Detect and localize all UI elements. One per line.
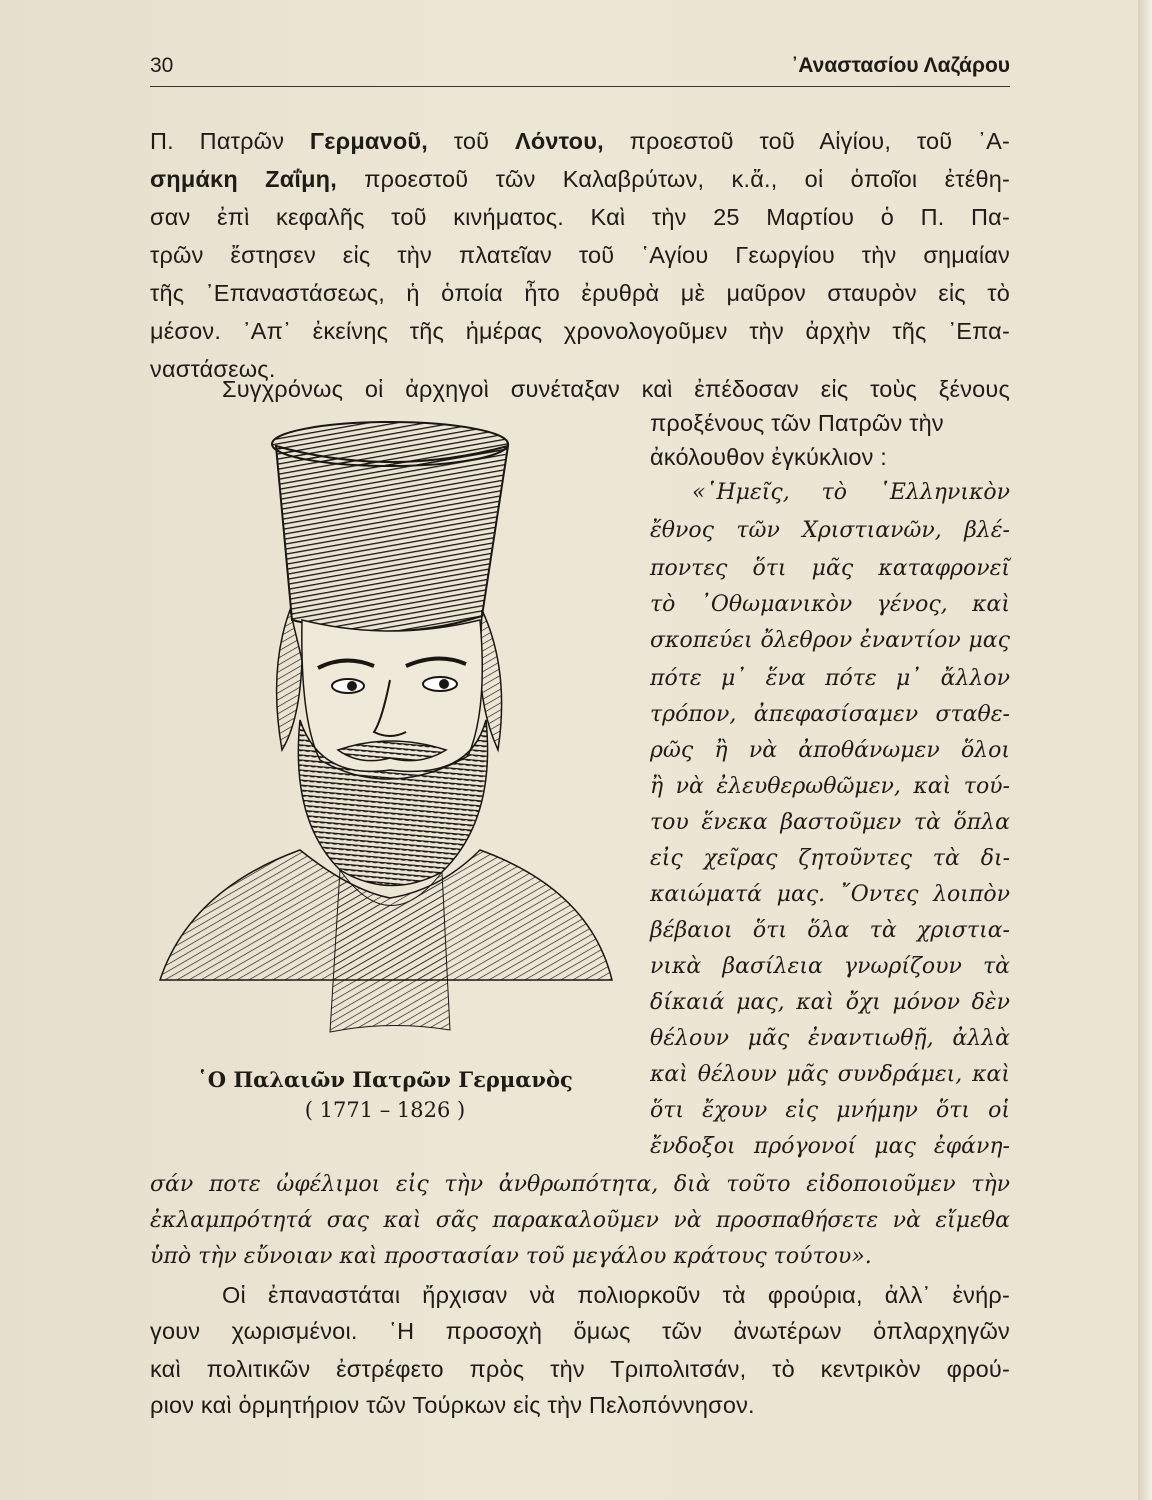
quote-line: πότε μ᾿ ἕνα πότε μ᾿ ἄλλον — [650, 666, 1010, 691]
quote-line: εἰς χεῖρας ζητοῦντες τὰ δι- — [650, 846, 1010, 871]
quote-line: δίκαιά μας, καὶ ὄχι μόνον δὲν — [650, 990, 1010, 1015]
text-line: ριον καὶ ὁρμητήριον τῶν Τούρκων εἰς τὴν Πελοπόννησον. — [150, 1392, 755, 1418]
quote-line: ἔθνος τῶν Χριστιανῶν, βλέ- — [650, 518, 1010, 543]
quote-line: «῾Ημεῖς, τὸ ῾Ελληνικὸν — [692, 480, 1010, 505]
quote-line: ἐκλαμπρότητά σας καὶ σᾶς παρακαλοῦμεν νὰ προσπαθήσετε νὰ εἴμεθα — [150, 1208, 1010, 1233]
page-header — [150, 52, 1010, 87]
text-line: τρῶν ἔστησεν εἰς τὴν πλατεῖαν τοῦ ῾Αγίου Γεωργίου τὴν σημαίαν — [150, 242, 1010, 268]
quote-line: θέλουν μᾶς ἐναντιωθῇ, ἀλλὰ — [650, 1026, 1010, 1051]
quote-line: καιώματά μας. ῎Οντες λοιπὸν — [650, 882, 1010, 907]
portrait-engraving — [150, 420, 620, 1060]
quote-line: ἢ νὰ ἐλευθερωθῶμεν, καὶ τού- — [650, 774, 1010, 799]
quote-line: ποντες ὅτι μᾶς καταφρονεῖ — [650, 556, 1010, 581]
quote-line: τὸ ᾿Οθωμανικὸν γένος, καὶ — [650, 592, 1010, 617]
text-line: τῆς ᾿Επαναστάσεως, ἡ ὁποία ἦτο ἐρυθρὰ μὲ μαῦρον σταυρὸν εἰς τὸ — [150, 280, 1010, 306]
quote-line: ὑπὸ τὴν εὔνοιαν καὶ προστασίαν τοῦ μεγάλου κράτους τούτου». — [150, 1244, 872, 1269]
text-line: σημάκη Ζαΐμη, προεστοῦ τῶν Καλαβρύτων, κ.ἄ., οἱ ὁποῖοι ἐτέθη- — [150, 166, 1011, 192]
quote-line: σκοπεύει ὄλεθρον ἐναντίον μας — [650, 628, 1010, 653]
text-line: Συγχρόνως οἱ ἀρχηγοὶ συνέταξαν καὶ ἐπέδοσαν εἰς τοὺς ξένους — [222, 376, 1010, 402]
quote-line: τρόπον, ἀπεφασίσαμεν σταθε- — [650, 702, 1010, 727]
quote-line: νικὰ βασίλεια γνωρίζουν τὰ — [650, 954, 1010, 979]
figure-caption — [160, 1065, 610, 1125]
text-line: γουν χωρισμένοι. ῾Η προσοχὴ ὅμως τῶν ἀνωτέρων ὁπλαρχηγῶν — [150, 1318, 1010, 1344]
text-line: σαν ἐπὶ κεφαλῆς τοῦ κινήματος. Καὶ τὴν 25 Μαρτίου ὁ Π. Πα- — [150, 204, 1010, 230]
text-line: Οἱ ἐπαναστάται ἤρχισαν νὰ πολιορκοῦν τὰ φρούρια, ἀλλ᾿ ἐνήρ- — [222, 1282, 1010, 1308]
text-line: προξένους τῶν Πατρῶν τὴν — [650, 410, 944, 436]
quote-line: ὅτι ἔχουν εἰς μνήμην ὅτι οἱ — [650, 1098, 1010, 1123]
quote-line: ἔνδοξοι πρόγονοί μας ἐφάνη- — [650, 1134, 1010, 1159]
text-line: καὶ πολιτικῶν ἐστρέφετο πρὸς τὴν Τριπολιτσάν, τὸ κεντρικὸν φρού- — [150, 1356, 1010, 1382]
page-number: 30 — [150, 54, 174, 77]
text-line: μέσον. ᾿Απ᾿ ἐκείνης τῆς ἡμέρας χρονολογοῦμεν τὴν ἀρχὴν τῆς ᾿Επα- — [150, 318, 1010, 344]
page-edge — [1138, 0, 1152, 1500]
caption-name: ῾Ο Παλαιῶν Πατρῶν Γερμανὸς — [197, 1067, 573, 1092]
caption-years: ( 1771 – 1826 ) — [304, 1098, 466, 1122]
quote-line: βέβαιοι ὅτι ὅλα τὰ χριστια- — [650, 918, 1010, 943]
quote-line: καὶ θέλουν μᾶς συνδράμει, καὶ — [650, 1062, 1010, 1087]
quote-line: σάν ποτε ὠφέλιμοι εἰς τὴν ἀνθρωπότητα, διὰ τοῦτο εἰδοποιοῦμεν τὴν — [150, 1172, 1010, 1197]
text-line: ναστάσεως. — [150, 356, 276, 382]
text-line: Π. Πατρῶν Γερμανοῦ, τοῦ Λόντου, προεστοῦ τοῦ Αἰγίου, τοῦ ᾿Α- — [150, 128, 1010, 154]
quote-line: ρῶς ἢ νὰ ἀποθάνωμεν ὅλοι — [650, 738, 1010, 763]
quote-line: του ἕνεκα βαστοῦμεν τὰ ὅπλα — [650, 810, 1010, 835]
running-head: ᾿Αναστασίου Λαζάρου — [791, 54, 1010, 77]
text-line: ἀκόλουθον ἐγκύκλιον : — [650, 444, 888, 470]
